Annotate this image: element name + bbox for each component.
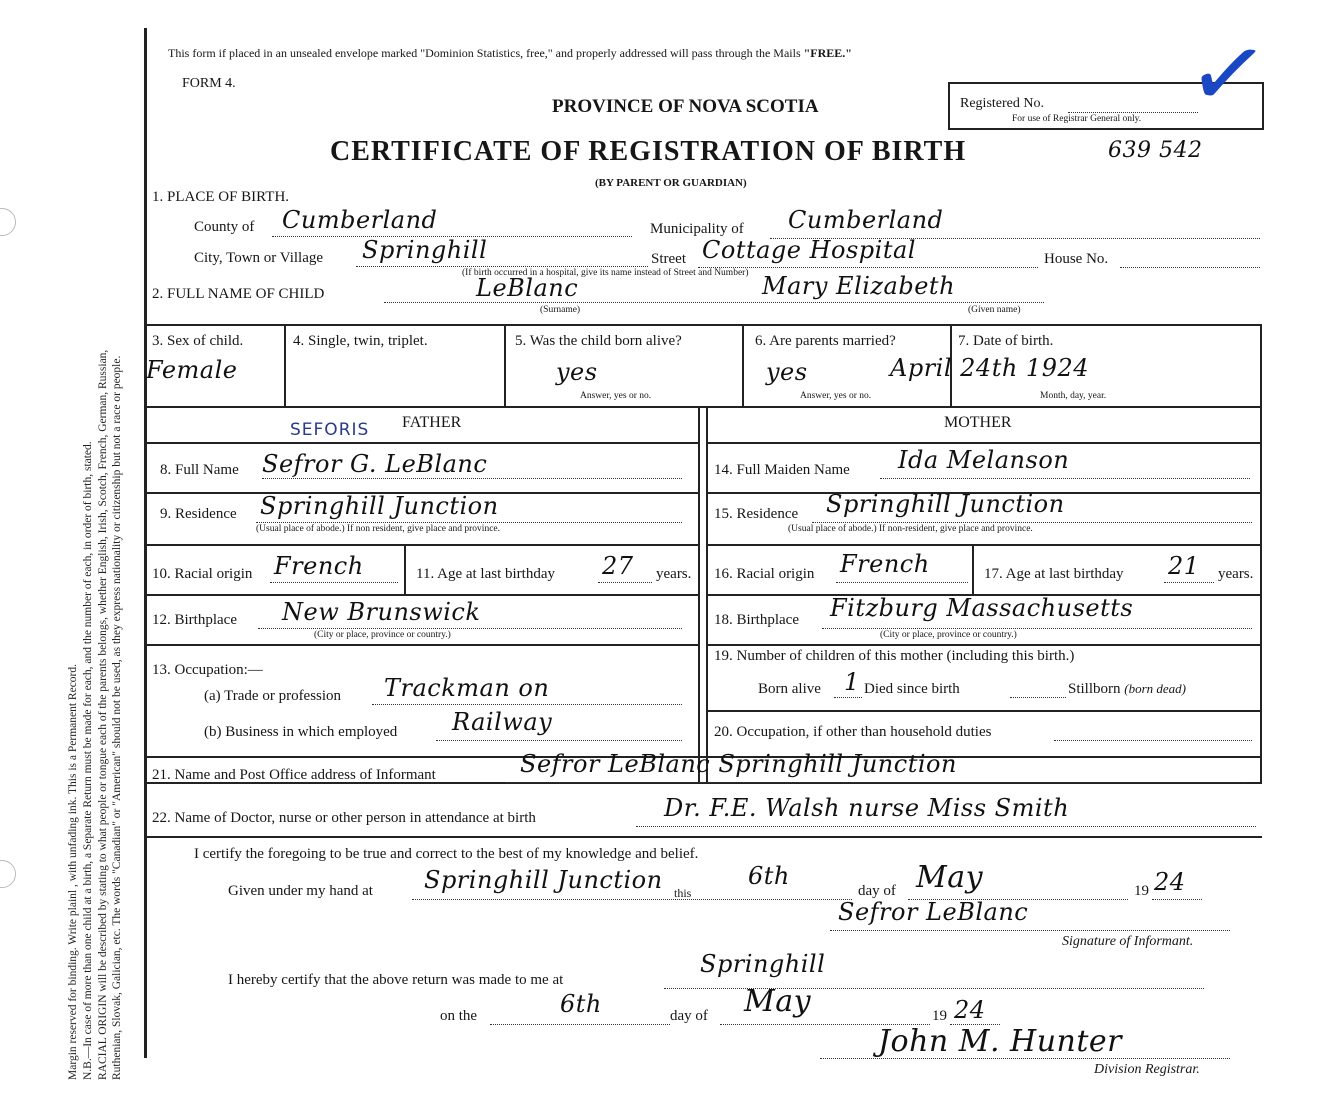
registered-line: [1068, 112, 1198, 113]
margin-note-2: N.B.—In case of more than one child at a birth, a Separate Return must be made for each, and the number of each, in order of birth, stated.: [81, 441, 94, 1080]
father-birthplace-value: New Brunswick: [282, 598, 481, 626]
rule: [145, 442, 698, 444]
mother-age-line: [1164, 582, 1214, 583]
given-year-value: 24: [1154, 868, 1186, 896]
mother-name-label: 14. Full Maiden Name: [714, 462, 850, 478]
full-name-child-label: 2. FULL NAME OF CHILD: [152, 286, 325, 302]
mother-age-value: 21: [1168, 552, 1200, 580]
given-name-caption: (Given name): [968, 305, 1021, 315]
answer-caption-6: Answer, yes or no.: [800, 391, 872, 401]
mother-birthplace-line: [822, 628, 1252, 629]
reg-day-value: 6th: [560, 990, 602, 1018]
mother-residence-value: Springhill Junction: [826, 490, 1065, 518]
registration-number: 639 542: [1108, 138, 1203, 163]
born-alive-count-label: Born alive: [758, 681, 821, 697]
child-given-name-value: Mary Elizabeth: [762, 272, 956, 300]
house-label: House No.: [1044, 251, 1109, 267]
parents-married-value: yes: [766, 358, 808, 386]
child-name-line: [384, 302, 1044, 303]
divider: [404, 544, 406, 594]
given-month-value: May: [916, 860, 984, 895]
certify-statement: I certify the foregoing to be true and correct to the best of my knowledge and belief.: [194, 846, 699, 862]
registrar-signature: John M. Hunter: [878, 1024, 1123, 1059]
parents-married-label: 6. Are parents married?: [755, 333, 896, 349]
mother-residence-label: 15. Residence: [714, 506, 799, 522]
parents-divider: [698, 406, 700, 782]
page-title: CERTIFICATE OF REGISTRATION OF BIRTH: [330, 136, 967, 167]
num-children-label: 19. Number of children of this mother (including this birth.): [714, 648, 1075, 664]
father-heading: FATHER: [402, 414, 462, 431]
signature-informant-caption: Signature of Informant.: [1062, 934, 1194, 949]
doctor-value: Dr. F.E. Walsh nurse Miss Smith: [664, 794, 1070, 822]
rule: [145, 406, 1262, 408]
street-value: Cottage Hospital: [702, 236, 916, 264]
father-age-line: [598, 582, 652, 583]
born-dead-note: (born dead): [1124, 681, 1187, 696]
date-of-birth-label: 7. Date of birth.: [958, 333, 1054, 349]
reg-year-prefix: 19: [932, 1008, 947, 1024]
divider: [742, 324, 744, 406]
given-at-line: [412, 899, 852, 900]
informant-line: [506, 782, 1246, 783]
business-value: Railway: [452, 708, 553, 736]
father-residence-value: Springhill Junction: [260, 492, 499, 520]
check-mark-icon: ✓: [1180, 12, 1276, 136]
born-alive-count-value: 1: [844, 668, 860, 696]
reg-day-line: [490, 1024, 670, 1025]
died-since-line: [1010, 697, 1066, 698]
informant-value: Sefror LeBlanc Springhill Junction: [520, 750, 957, 778]
divider: [504, 324, 506, 406]
this-label: this: [674, 886, 692, 900]
occupation-label: 13. Occupation:—: [152, 662, 263, 678]
rule: [145, 836, 1262, 838]
date-of-birth-value: April 24th 1924: [890, 354, 1089, 382]
mother-city-place-note: (City or place, province or country.): [880, 630, 1017, 640]
informant-signature: Sefror LeBlanc: [838, 898, 1029, 926]
reg-month-value: May: [744, 984, 812, 1019]
trade-line: [372, 704, 682, 705]
father-residence-label: 9. Residence: [160, 506, 237, 522]
given-year-line: [1152, 899, 1202, 900]
mail-note: This form if placed in an unsealed envelope marked "Dominion Statistics, free," and properly addressed will pass through the Mails "FREE.": [168, 46, 852, 60]
margin-note-3: RACIAL ORIGIN will be described by stating to what people or tongue each of the parents belongs, whether English, Irish, Scotch, French, German, Russian,: [96, 349, 109, 1080]
division-registrar-caption: Division Registrar.: [1094, 1062, 1200, 1077]
rule: [145, 644, 698, 646]
right-border: [1260, 324, 1262, 782]
father-name-line: [262, 478, 682, 479]
city-label: City, Town or Village: [194, 250, 324, 266]
father-racial-value: French: [274, 552, 364, 580]
street-line: [698, 267, 1038, 268]
divider: [284, 324, 286, 406]
registrar-signature-line: [820, 1058, 1230, 1059]
father-residence-line: [256, 522, 682, 523]
mother-birthplace-label: 18. Birthplace: [714, 612, 799, 628]
left-border: [144, 28, 147, 1058]
mother-residence-line: [812, 522, 1252, 523]
informant-label: 21. Name and Post Office address of Informant: [152, 767, 436, 783]
died-since-label: Died since birth: [864, 681, 960, 697]
mother-racial-line: [836, 582, 968, 583]
rule: [706, 544, 1262, 546]
mother-racial-label: 16. Racial origin: [714, 566, 815, 582]
mother-years-label: years.: [1218, 566, 1254, 582]
mother-name-value: Ida Melanson: [898, 446, 1070, 474]
margin-notes: [66, 30, 125, 1080]
given-day-of-label: day of: [858, 883, 896, 899]
rule: [706, 442, 1262, 444]
mother-occupation-line: [1054, 740, 1252, 741]
registered-label: Registered No.: [960, 96, 1044, 111]
given-day-value: 6th: [748, 862, 790, 890]
born-alive-label: 5. Was the child born alive?: [515, 333, 682, 349]
business-line: [436, 740, 682, 741]
sex-label: 3. Sex of child.: [152, 333, 244, 349]
given-under-label: Given under my hand at: [228, 883, 373, 899]
child-surname-value: LeBlanc: [476, 274, 579, 302]
county-value: Cumberland: [282, 206, 438, 234]
rule: [145, 324, 1262, 326]
plurality-label: 4. Single, twin, triplet.: [293, 333, 428, 349]
surname-caption: (Surname): [540, 305, 581, 315]
divider: [972, 544, 974, 594]
given-year-prefix: 19: [1134, 883, 1149, 899]
reg-day-of-label: day of: [670, 1008, 708, 1024]
trade-label: (a) Trade or profession: [204, 688, 342, 704]
father-racial-line: [270, 582, 398, 583]
father-name-value: Sefror G. LeBlanc: [262, 450, 488, 478]
city-line: [356, 266, 648, 267]
registrar-only-note: For use of Registrar General only.: [1012, 114, 1142, 124]
father-name-label: 8. Full Name: [160, 462, 239, 478]
municipality-label: Municipality of: [650, 221, 744, 237]
father-age-label: 11. Age at last birthday: [416, 566, 555, 582]
mother-heading: MOTHER: [944, 414, 1012, 431]
born-alive-value: yes: [556, 358, 598, 386]
mother-usual-place-note: (Usual place of abode.) If non-resident, give place and province.: [788, 524, 1033, 534]
sex-value: Female: [146, 356, 238, 384]
mother-age-label: 17. Age at last birthday: [984, 566, 1124, 582]
born-alive-count-line: [834, 697, 862, 698]
hereby-certify-label: I hereby certify that the above return was made to me at: [228, 972, 564, 988]
doctor-label: 22. Name of Doctor, nurse or other person in attendance at birth: [152, 810, 536, 826]
rule: [706, 644, 1262, 646]
stillborn-label: Stillborn (born dead): [1068, 681, 1187, 697]
mother-racial-value: French: [840, 550, 930, 578]
father-birthplace-label: 12. Birthplace: [152, 612, 237, 628]
street-label: Street: [651, 251, 686, 267]
page-subtitle: (BY PARENT OR GUARDIAN): [595, 177, 747, 189]
business-label: (b) Business in which employed: [204, 724, 398, 740]
place-of-birth-heading: 1. PLACE OF BIRTH.: [152, 189, 290, 205]
on-the-label: on the: [440, 1008, 478, 1024]
answer-caption-5: Answer, yes or no.: [580, 391, 652, 401]
hospital-note: (If birth occurred in a hospital, give its name instead of Street and Number): [462, 268, 749, 278]
father-age-value: 27: [602, 552, 634, 580]
father-usual-place-note: (Usual place of abode.) If non resident, give place and province.: [256, 524, 500, 534]
mother-birthplace-value: Fitzburg Massachusetts: [830, 594, 1134, 622]
form-number: FORM 4.: [182, 76, 236, 91]
father-racial-label: 10. Racial origin: [152, 566, 253, 582]
reg-year-value: 24: [954, 996, 986, 1024]
father-name-correction: SEFORIS: [290, 420, 370, 440]
margin-note-4: Ruthenian, Slovak, Galician, etc. The words "Canadian" or "American" should not be used, as they express nationality or citizenship but not a race or people.: [111, 355, 124, 1080]
father-birthplace-line: [258, 628, 682, 629]
month-day-year-caption: Month, day, year.: [1040, 391, 1107, 401]
trade-value: Trackman on: [384, 674, 550, 702]
punch-hole: [0, 860, 16, 888]
rule: [145, 544, 698, 546]
father-years-label: years.: [656, 566, 692, 582]
province-heading: PROVINCE OF NOVA SCOTIA: [552, 96, 819, 117]
rule: [706, 710, 1262, 712]
informant-signature-line: [830, 930, 1230, 931]
punch-hole: [0, 208, 16, 236]
mother-occupation-label: 20. Occupation, if other than household duties: [714, 724, 992, 740]
mother-name-line: [880, 478, 1250, 479]
municipality-value: Cumberland: [788, 206, 944, 234]
registrar-place-value: Springhill: [700, 950, 826, 978]
house-line: [1120, 267, 1260, 268]
doctor-line: [636, 826, 1256, 827]
rule: [145, 594, 698, 596]
given-at-value: Springhill Junction: [424, 866, 663, 894]
city-value: Springhill: [362, 236, 488, 264]
father-city-place-note: (City or place, province or country.): [314, 630, 451, 640]
county-label: County of: [194, 219, 255, 235]
margin-note-1: Margin reserved for binding. Write plainl , with unfading ink. This is a Permanent Record.: [67, 663, 79, 1080]
